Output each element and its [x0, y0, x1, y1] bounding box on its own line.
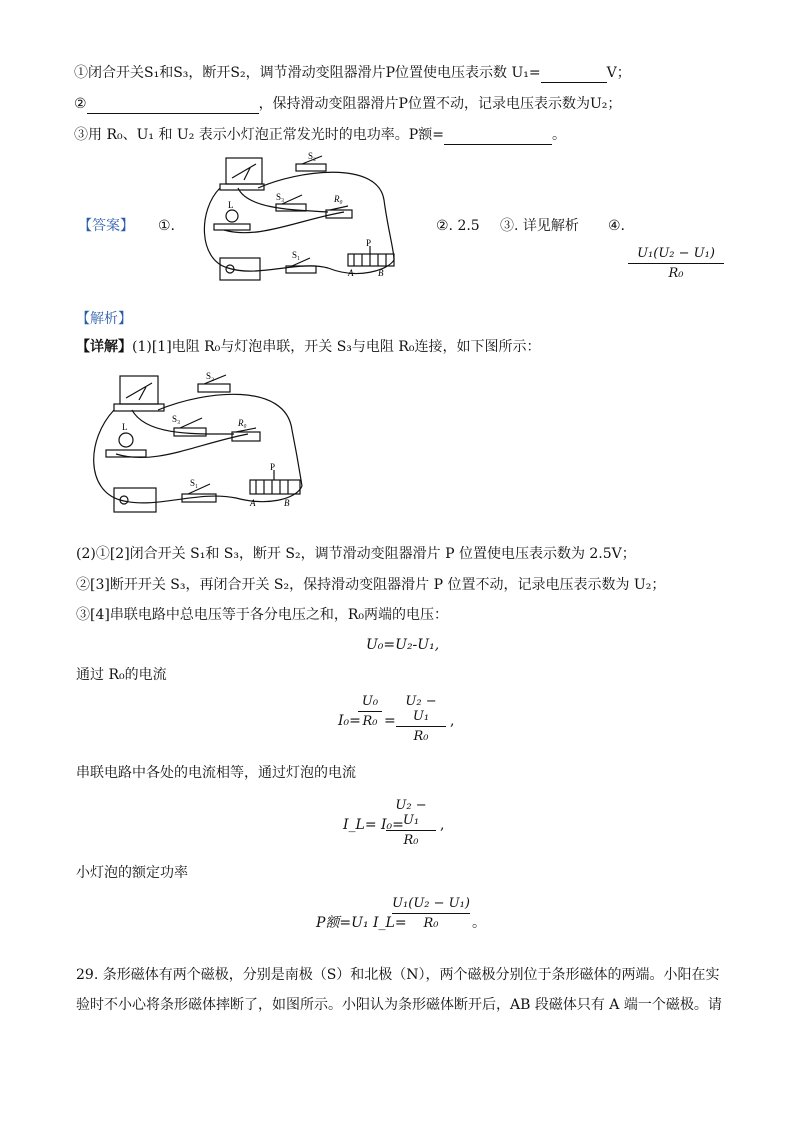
answer-formula: U₁(U₂ − U₁) R₀ — [628, 246, 724, 281]
circuit2-label-b: B — [284, 498, 290, 508]
q28-step1: ①闭合开关S₁和S₃，断开S₂，调节滑动变阻器滑片P位置使电压表示数 U₁= V； — [74, 65, 631, 81]
circuit-diagram-answer — [198, 150, 410, 290]
circuit2-label-s2: S₂ — [206, 371, 215, 381]
equation-il-frac: U₂ − U₁ R₀ — [386, 798, 436, 848]
answer-blank-2 — [87, 95, 259, 114]
circuit2-label-p: P — [270, 462, 276, 472]
circuit-label-lamp: L — [228, 200, 234, 210]
circuit2-label-r0: R₀ — [238, 418, 247, 428]
circuit2-label-a: A — [250, 498, 256, 508]
equation-i0-suffix: , — [450, 713, 455, 729]
q28-step2: ② ，保持滑动变阻器滑片P位置不动，记录电压表示数为U₂； — [74, 96, 622, 112]
circuit-label-s1: S₁ — [292, 250, 301, 260]
equation-p-frac: U₁(U₂ − U₁) R₀ — [392, 896, 470, 931]
analysis-line-3: ②[3]断开开关 S₃，再闭合开关 S₂，保持滑动变阻器滑片 P 位置不动，记录电压表示数为 U₂； — [76, 577, 666, 593]
q29-line-1: 29. 条形磁体有两个磁极，分别是南极（S）和北极（N），两个磁极分别位于条形磁体的两端。小阳在实 — [76, 967, 720, 983]
analysis-label: 【解析】 — [76, 311, 132, 327]
answer-blank-1 — [541, 64, 607, 83]
equation-i0-frac-1: U₀ R₀ — [358, 694, 382, 729]
circuit-label-s2: S₂ — [308, 151, 317, 161]
equation-il-prefix: I_L= I₀= — [343, 817, 404, 833]
analysis-line-4: ③[4]串联电路中总电压等于各分电压之和，R₀两端的电压： — [76, 607, 448, 623]
equation-il-suffix: , — [440, 817, 445, 833]
circuit2-label-s1: S₁ — [190, 478, 199, 488]
circuit-label-b: B — [378, 268, 384, 278]
analysis-line-6: 串联电路中各处的电流相等，通过灯泡的电流 — [76, 765, 356, 781]
circuit-label-s3: S₃ — [276, 192, 285, 202]
answer-item-1: ①. — [158, 218, 176, 234]
circuit-diagram-analysis — [86, 370, 314, 516]
answer-label: 【答案】 — [78, 218, 134, 234]
answer-item-3: ③. 详见解析 — [500, 218, 579, 234]
circuit-label-a: A — [348, 268, 354, 278]
analysis-line-5: 通过 R₀的电流 — [76, 667, 167, 683]
analysis-line-2: (2)①[2]闭合开关 S₁和 S₃，断开 S₂，调节滑动变阻器滑片 P 位置使电压表示数为 2.5V； — [76, 546, 636, 562]
equation-i0-prefix: I₀= — [338, 713, 361, 729]
equation-u0: U₀=U₂-U₁, — [366, 637, 440, 653]
circuit-label-r0: R₀ — [334, 194, 343, 204]
analysis-line-1: 【详解】(1)[1]电阻 R₀与灯泡串联，开关 S₃与电阻 R₀连接，如下图所示： — [76, 339, 541, 355]
equation-i0-equals: = — [384, 713, 396, 729]
circuit2-label-s3: S₃ — [172, 414, 181, 424]
equation-p-prefix: P额=U₁ I_L= — [316, 915, 407, 931]
equation-i0-frac-2: U₂ − U₁ R₀ — [396, 694, 446, 744]
answer-item-2: ②. 2.5 — [436, 218, 480, 234]
q29-line-2: 验时不小心将条形磁体摔断了，如图所示。小阳认为条形磁体断开后，AB 段磁体只有 A 端一个磁极。请 — [76, 997, 722, 1013]
circuit2-label-lamp: L — [122, 422, 128, 432]
analysis-line-7: 小灯泡的额定功率 — [76, 865, 188, 881]
answer-item-4: ④. — [608, 218, 626, 234]
circuit-label-p: P — [366, 238, 372, 248]
q28-step3: ③用 R₀、U₁ 和 U₂ 表示小灯泡正常发光时的电功率。P额= 。 — [74, 127, 566, 143]
equation-p-suffix: 。 — [472, 915, 486, 931]
answer-blank-3 — [444, 126, 552, 145]
